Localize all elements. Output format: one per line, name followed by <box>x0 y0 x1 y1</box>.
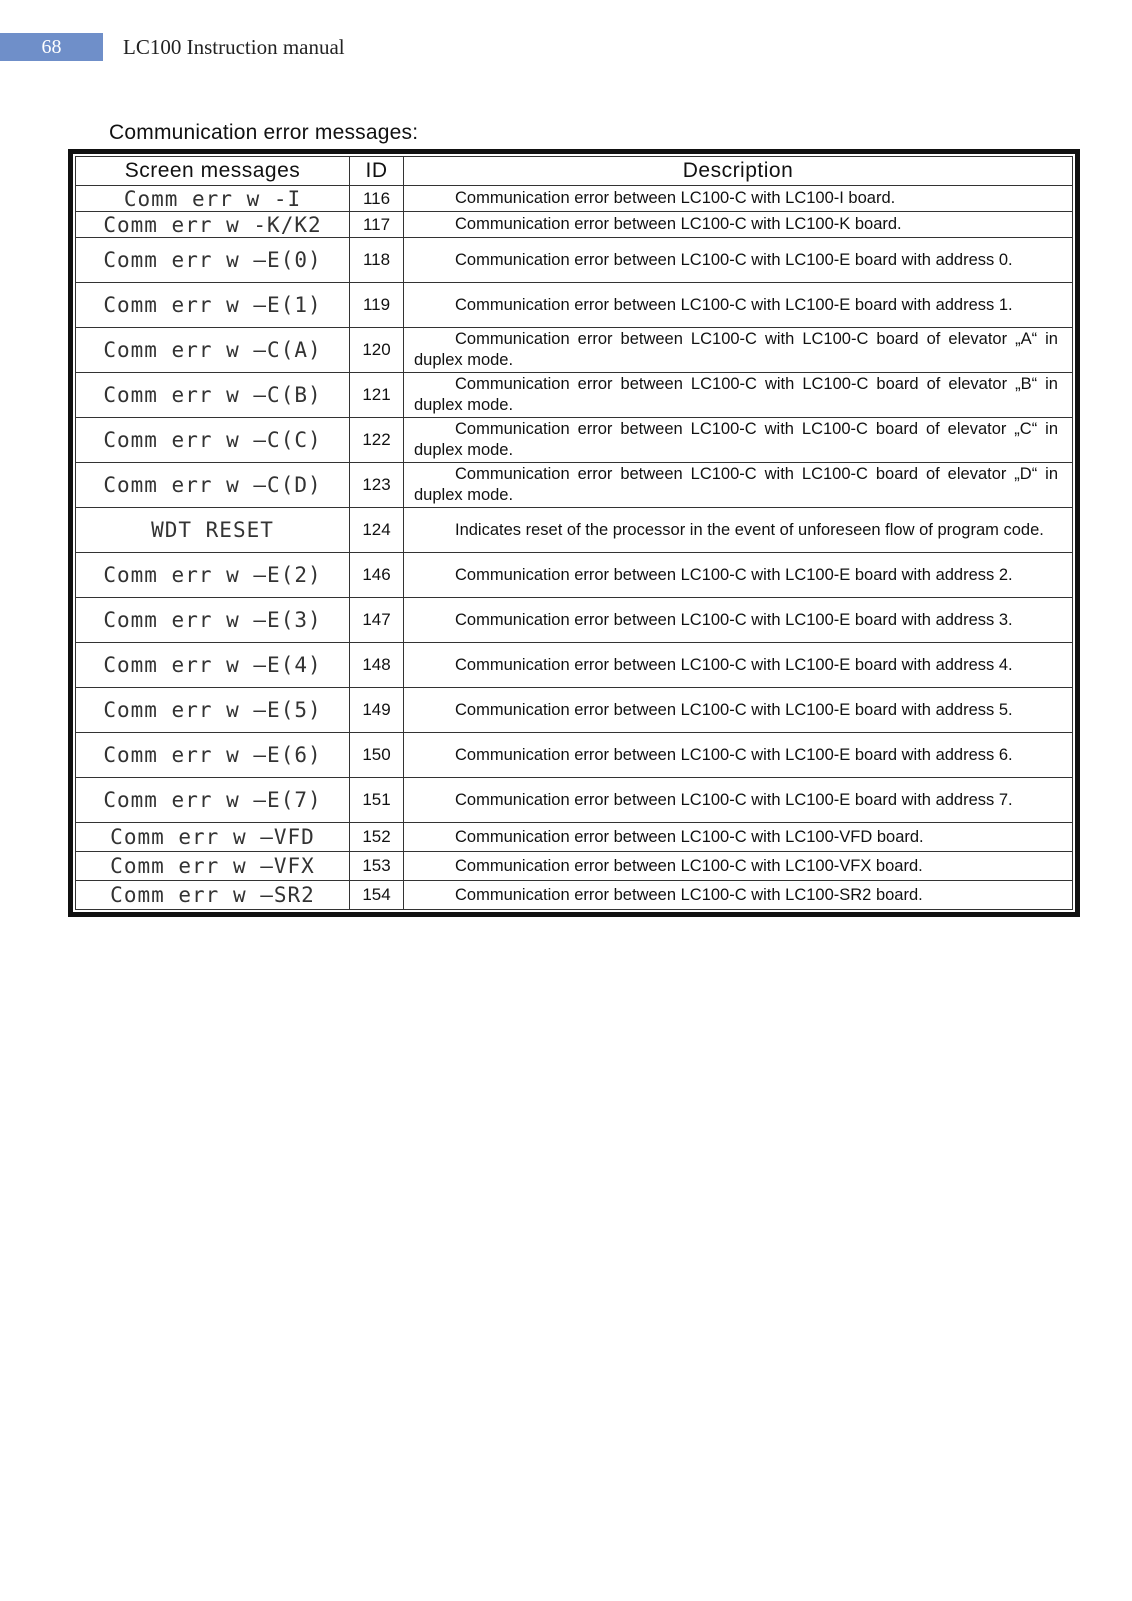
id-cell: 149 <box>350 688 404 733</box>
id-cell: 151 <box>350 778 404 823</box>
error-messages-table-frame <box>68 149 1080 917</box>
id-cell: 122 <box>350 418 404 463</box>
id-cell: 116 <box>350 186 404 212</box>
id-cell: 154 <box>350 881 404 910</box>
table-row <box>76 283 1073 328</box>
screen-message-cell: Comm err w -K/K2 <box>76 212 350 238</box>
screen-message-cell: Comm err w –E(5) <box>76 688 350 733</box>
description-cell: Communication error between LC100-C with LC100-C board of elevator „B“ in duplex mode. <box>404 373 1073 418</box>
table-row <box>76 778 1073 823</box>
screen-message-cell: Comm err w –SR2 <box>76 881 350 910</box>
section-title: Communication error messages: <box>109 121 419 144</box>
screen-message-cell: Comm err w –E(0) <box>76 238 350 283</box>
description-cell: Communication error between LC100-C with LC100-VFX board. <box>404 852 1073 881</box>
id-cell: 120 <box>350 328 404 373</box>
column-header-id: ID <box>350 157 404 186</box>
description-cell: Communication error between LC100-C with LC100-E board with address 4. <box>404 643 1073 688</box>
id-cell: 147 <box>350 598 404 643</box>
screen-message-cell: WDT RESET <box>76 508 350 553</box>
description-cell: Indicates reset of the processor in the event of unforeseen flow of program code. <box>404 508 1073 553</box>
table-row <box>76 688 1073 733</box>
description-cell: Communication error between LC100-C with LC100-C board of elevator „D“ in duplex mode. <box>404 463 1073 508</box>
id-cell: 153 <box>350 852 404 881</box>
table-row <box>76 643 1073 688</box>
description-cell: Communication error between LC100-C with LC100-C board of elevator „A“ in duplex mode. <box>404 328 1073 373</box>
id-cell: 117 <box>350 212 404 238</box>
description-cell: Communication error between LC100-C with LC100-E board with address 2. <box>404 553 1073 598</box>
column-header-screen-messages: Screen messages <box>76 157 350 186</box>
screen-message-cell: Comm err w –C(B) <box>76 373 350 418</box>
description-cell: Communication error between LC100-C with LC100-I board. <box>404 186 1073 212</box>
document-title: LC100 Instruction manual <box>123 35 345 59</box>
screen-message-cell: Comm err w –E(4) <box>76 643 350 688</box>
description-cell: Communication error between LC100-C with LC100-E board with address 1. <box>404 283 1073 328</box>
column-header-description: Description <box>404 157 1073 186</box>
table-row <box>76 328 1073 373</box>
table-row <box>76 463 1073 508</box>
screen-message-cell: Comm err w –C(C) <box>76 418 350 463</box>
table-row <box>76 852 1073 881</box>
description-cell: Communication error between LC100-C with LC100-E board with address 3. <box>404 598 1073 643</box>
screen-message-cell: Comm err w –E(2) <box>76 553 350 598</box>
table-row <box>76 238 1073 283</box>
id-cell: 146 <box>350 553 404 598</box>
id-cell: 152 <box>350 823 404 852</box>
table-row <box>76 881 1073 910</box>
page-number: 68 <box>0 33 103 61</box>
id-cell: 148 <box>350 643 404 688</box>
id-cell: 121 <box>350 373 404 418</box>
screen-message-cell: Comm err w -I <box>76 186 350 212</box>
table-row <box>76 418 1073 463</box>
description-cell: Communication error between LC100-C with LC100-C board of elevator „C“ in duplex mode. <box>404 418 1073 463</box>
table-body <box>76 186 1073 910</box>
description-cell: Communication error between LC100-C with LC100-K board. <box>404 212 1073 238</box>
id-cell: 123 <box>350 463 404 508</box>
description-cell: Communication error between LC100-C with LC100-E board with address 7. <box>404 778 1073 823</box>
error-messages-table <box>75 156 1073 910</box>
screen-message-cell: Comm err w –VFD <box>76 823 350 852</box>
id-cell: 150 <box>350 733 404 778</box>
description-cell: Communication error between LC100-C with LC100-SR2 board. <box>404 881 1073 910</box>
screen-message-cell: Comm err w –C(A) <box>76 328 350 373</box>
table-row <box>76 553 1073 598</box>
screen-message-cell: Comm err w –E(6) <box>76 733 350 778</box>
id-cell: 118 <box>350 238 404 283</box>
description-cell: Communication error between LC100-C with LC100-E board with address 5. <box>404 688 1073 733</box>
description-cell: Communication error between LC100-C with LC100-VFD board. <box>404 823 1073 852</box>
id-cell: 119 <box>350 283 404 328</box>
description-cell: Communication error between LC100-C with LC100-E board with address 6. <box>404 733 1073 778</box>
description-cell: Communication error between LC100-C with LC100-E board with address 0. <box>404 238 1073 283</box>
table-row <box>76 373 1073 418</box>
table-header-row <box>76 157 1073 186</box>
screen-message-cell: Comm err w –E(7) <box>76 778 350 823</box>
table-row <box>76 186 1073 212</box>
screen-message-cell: Comm err w –E(3) <box>76 598 350 643</box>
screen-message-cell: Comm err w –VFX <box>76 852 350 881</box>
screen-message-cell: Comm err w –E(1) <box>76 283 350 328</box>
table-row <box>76 212 1073 238</box>
table-row <box>76 598 1073 643</box>
screen-message-cell: Comm err w –C(D) <box>76 463 350 508</box>
id-cell: 124 <box>350 508 404 553</box>
table-row <box>76 733 1073 778</box>
table-row <box>76 508 1073 553</box>
table-row <box>76 823 1073 852</box>
